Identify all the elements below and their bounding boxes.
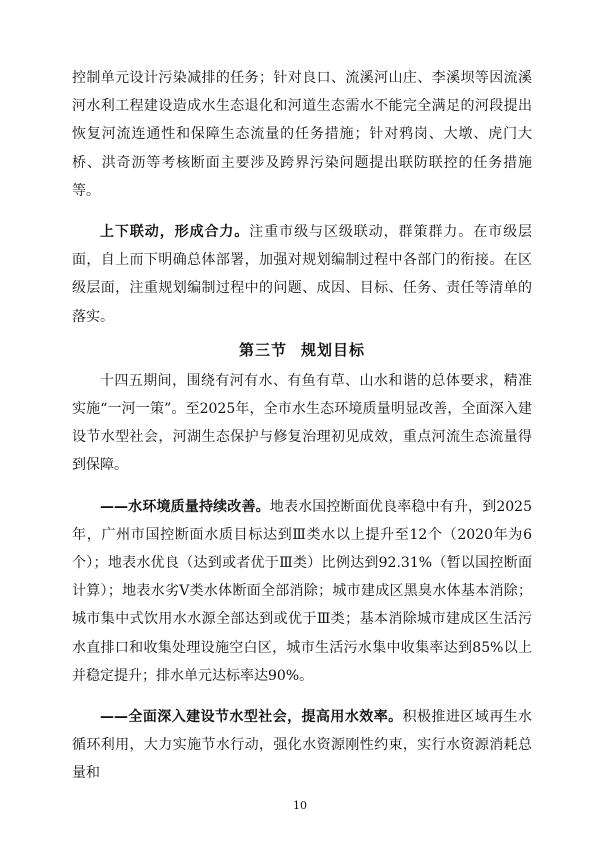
paragraph-coordination-body: 注重市级与区级联动，群策群力。在市级层面，自上而下明确总体部署，加强对规划编制过程中各部门的衔接。在区级层面，注重规划编制过程中的问题、成因、目标、任务、责任等清单的落实。	[72, 224, 533, 325]
page-number: 10	[293, 799, 307, 812]
paragraph-water-environment-body: 地表水国控断面优良率稳中有升，到2025年，广州市国控断面水质目标达到Ⅲ类水以上提升至12个（2020年为6个）；地表水优良（达到或者优于Ⅲ类）比例达到92.31%（暂以国控断面计算）；地表水劣Ⅴ类水体断面全部消除；城市建成区黑臭水体基本消除；城市集中式饮用水水源全部达到或优于Ⅲ类；基本消除城市建成区生活污水直排口和收集处理设施空白区，城市生活污水集中收集率达到85%以上并稳定提升；排水单元达标率达90%。	[72, 498, 532, 684]
paragraph-water-saving	[72, 703, 532, 788]
paragraph-water-environment	[72, 493, 532, 690]
document-body	[72, 64, 532, 788]
paragraph-water-saving-body: 积极推进区域再生水循环利用，大力实施节水行动，强化水资源刚性约束，实行水资源消耗总量和	[72, 709, 533, 782]
paragraph-water-environment-lead: ——水环境质量持续改善。	[100, 498, 270, 515]
section-title: 规划目标	[301, 340, 366, 359]
paragraph-water-saving-lead: ——全面深入建设节水型社会，提高用水效率。	[100, 709, 403, 726]
paragraph-coordination	[72, 218, 532, 331]
section-heading	[72, 335, 532, 365]
paragraph-coordination-lead: 上下联动，形成合力。	[100, 224, 250, 241]
paragraph-continued-tasks: 控制单元设计污染减排的任务；针对良口、流溪河山庄、李溪坝等因流溪河水利工程建设造成水生态退化和河道生态需水不能完全满足的河段提出恢复河流连通性和保障生态流量的任务措施；针对鸦岗、大墩、虎门大桥、洪奇沥等考核断面主要涉及跨界污染问题提出联防联控的任务措施等。	[72, 70, 532, 199]
section-number: 第三节	[238, 340, 287, 359]
paragraph-overall-goal: 十四五期间，围绕有河有水、有鱼有草、山水和谐的总体要求，精准实施“一河一策”。至2025年，全市水生态环境质量明显改善，全面深入建设节水型社会，河湖生态保护与修复治理初见成效，重点河流生态流量得到保障。	[72, 372, 532, 474]
